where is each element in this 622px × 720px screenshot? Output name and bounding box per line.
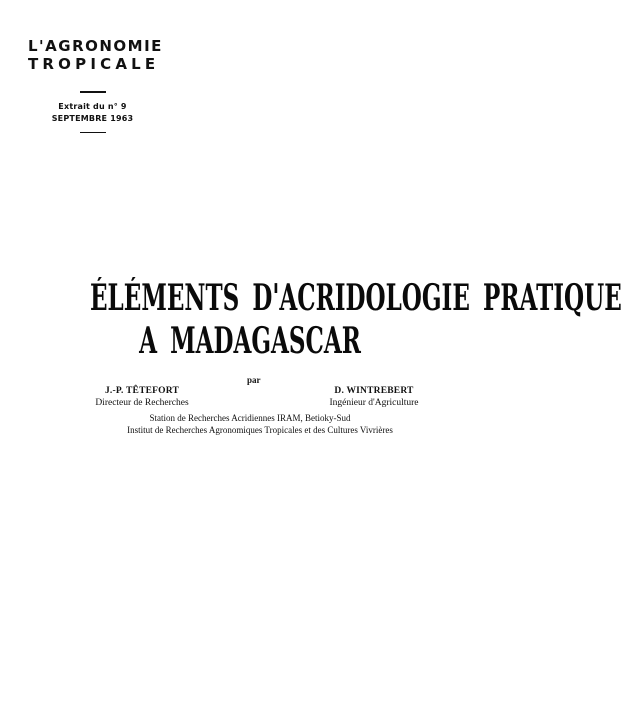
author-role: Ingénieur d'Agriculture [329, 398, 419, 409]
extract-issue: Extrait du n° 9 [58, 101, 127, 111]
author-name [88, 385, 196, 397]
by-label: par [247, 375, 261, 385]
title-line1: ÉLÉMENTS D'ACRIDOLOGIE PRATIQUE [90, 277, 622, 319]
journal-name-line2: TROPICALE [28, 54, 160, 73]
author-initials: J.-P. T [104, 386, 133, 396]
author-surname: ÊTEFORT [132, 386, 179, 396]
top-rule [80, 91, 106, 93]
affiliation-institute: Institut de Recherches Agronomiques Tropicales et des Cultures Vivrières [127, 425, 393, 435]
author-tetefort [88, 385, 196, 410]
author-initials: D. W [334, 386, 357, 396]
bottom-rule [80, 132, 106, 134]
author-surname: INTREBERT [356, 386, 414, 396]
journal-name [28, 38, 163, 73]
author-role: Directeur de Recherches [95, 398, 189, 409]
affiliation-station: Station de Recherches Acridiennes IRAM, Betioky-Sud [149, 413, 351, 423]
journal-name-line1: L'AGRONOMIE [28, 37, 163, 55]
extract-date: SEPTEMBRE 1963 [51, 113, 134, 123]
author-name [320, 385, 428, 397]
author-wintrebert [320, 385, 428, 410]
title-line2: A MADAGASCAR [139, 320, 361, 362]
extract-notice [50, 91, 135, 133]
